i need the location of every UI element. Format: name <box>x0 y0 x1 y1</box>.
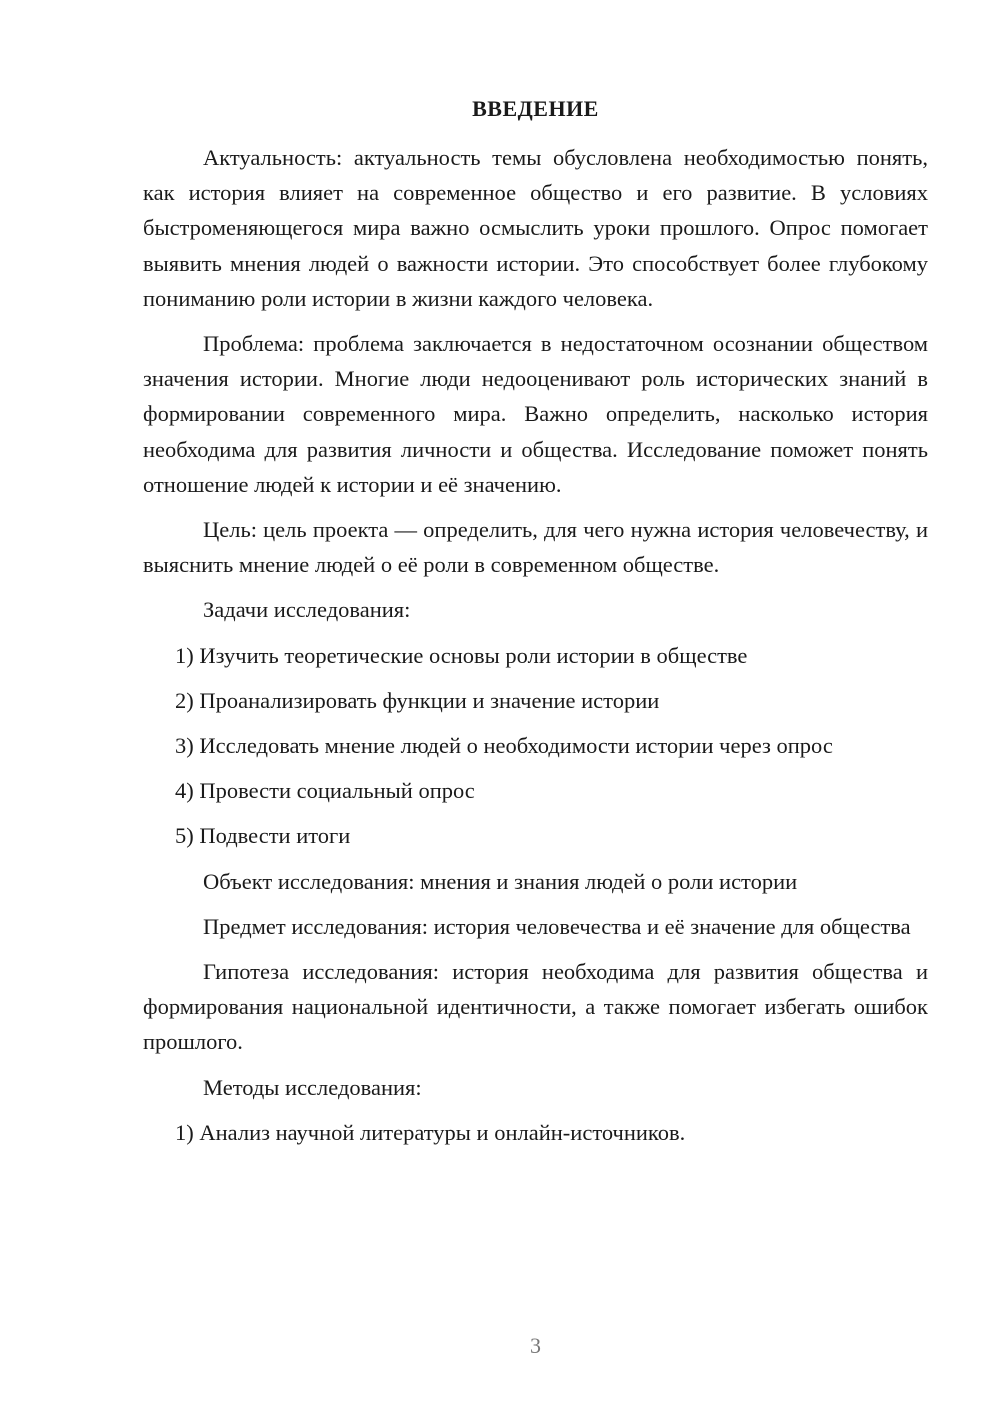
list-item: 1) Анализ научной литературы и онлайн-источников. <box>175 1119 686 1145</box>
list-item: 1) Изучить теоретические основы роли истории в обществе <box>175 642 748 668</box>
paragraph-subject: Предмет исследования: история человечества и её значение для общества <box>203 913 911 939</box>
methods-list <box>143 1115 928 1150</box>
paragraph-object: Объект исследования: мнения и знания людей о роли истории <box>203 868 798 894</box>
page-title: ВВЕДЕНИЕ <box>472 96 599 121</box>
list-item: 4) Провести социальный опрос <box>175 778 475 804</box>
paragraph-goal: Цель: цель проекта — определить, для чего нужна история человечеству, и выяснить мнение людей о её роли в современном обществе. <box>143 517 928 578</box>
paragraph-problem: Проблема: проблема заключается в недостаточном осознании обществом значения истории. Многие люди недооценивают роль исторических знаний в формировании современного мира. Важно определить, насколько история необходима для развития личности и общества. Исследование поможет понять отношение людей к истории и её значению. <box>143 331 928 497</box>
methods-heading: Методы исследования: <box>203 1074 422 1100</box>
list-item: 5) Подвести итоги <box>175 823 351 849</box>
list-item: 2) Проанализировать функции и значение истории <box>175 687 660 713</box>
paragraph-relevance: Актуальность: актуальность темы обусловлена необходимостью понять, как история влияет на современное общество и его развитие. В условиях быстроменяющегося мира важно осмыслить уроки прошлого. Опрос помогает выявить мнения людей о важности истории. Это способствует более глубокому пониманию роли истории в жизни каждого человека. <box>143 145 928 311</box>
list-item: 3) Исследовать мнение людей о необходимости истории через опрос <box>175 733 833 759</box>
tasks-heading: Задачи исследования: <box>203 597 411 623</box>
paragraph-hypothesis: Гипотеза исследования: история необходима для развития общества и формирования национальной идентичности, а также помогает избегать ошибок прошлого. <box>143 959 928 1055</box>
tasks-list <box>143 638 928 854</box>
document-body <box>143 140 928 1160</box>
document-page <box>143 0 928 1414</box>
page-number: 3 <box>530 1333 541 1358</box>
